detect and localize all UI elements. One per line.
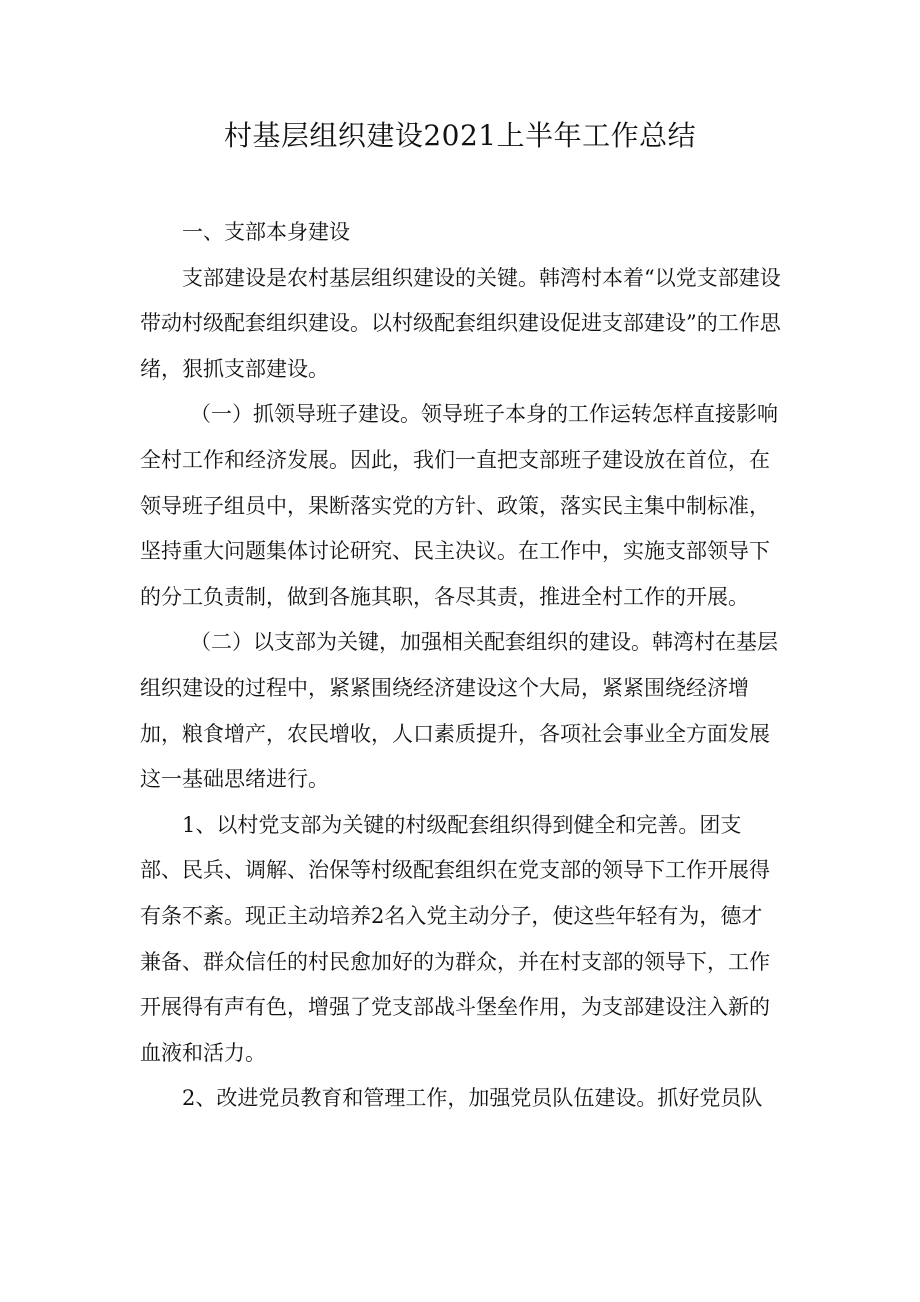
section-heading: 一、支部本身建设 bbox=[182, 220, 350, 244]
paragraph-leadership: （一）抓领导班子建设。领导班子本身的工作运转怎样直接影响全村工作和经济发展。因此，我们一直把支部班子建设放在首位，在领导班子组员中，果断落实党的方针、政策，落实民主集中制标准，坚持重大问题集体讨论研究、民主决议。在工作中，实施支部领导下的分工负责制，做到各施其职，各尽其责，推进全村工作的开展。 bbox=[140, 402, 778, 609]
document-body bbox=[140, 210, 782, 1122]
paragraph-intro: 支部建设是农村基层组织建设的关键。韩湾村本着“以党支部建设带动村级配套组织建设。以村级配套组织建设促进支部建设”的工作思绪，狠抓支部建设。 bbox=[140, 265, 781, 381]
paragraph-supporting-organizations: （二）以支部为关键，加强相关配套组织的建设。韩湾村在基层组织建设的过程中，紧紧围绕经济建设这个大局，紧紧围绕经济增加，粮食增产，农民增收，人口素质提升，各项社会事业全方面发展这一基础思绪进行。 bbox=[140, 630, 778, 792]
paragraph-point-1: 1、以村党支部为关键的村级配套组织得到健全和完善。团支部、民兵、调解、治保等村级配套组织在党支部的领导下工作开展得有条不紊。现正主动培养2名入党主动分子，使这些年轻有为，德才兼备、群众信任的村民愈加好的为群众，并在村支部的领导下，工作开展得有声有色，增强了党支部战斗堡垒作用，为支部建设注入新的血液和活力。 bbox=[140, 812, 770, 1065]
document-title: 村基层组织建设2021上半年工作总结 bbox=[223, 119, 697, 152]
paragraph-point-2: 2、改进党员教育和管理工作，加强党员队伍建设。抓好党员队 bbox=[182, 1086, 763, 1111]
